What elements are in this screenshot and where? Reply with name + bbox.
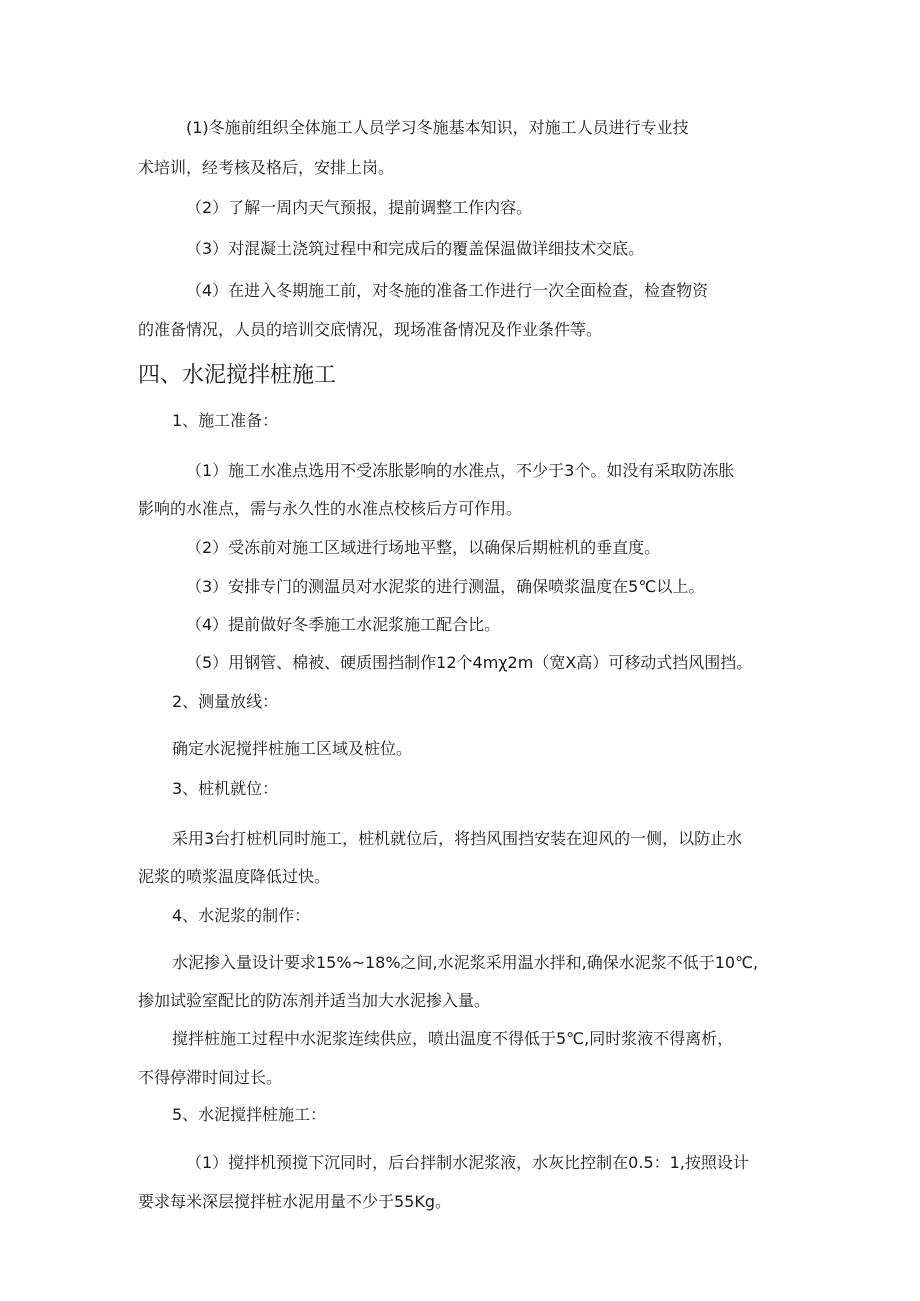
paragraph-line: 影响的水准点，需与永久性的水准点校核后方可作用。 (138, 499, 523, 518)
subsection-title: 2、测量放线： (172, 692, 279, 711)
paragraph-line: （2）了解一周内天气预报，提前调整工作内容。 (186, 198, 533, 217)
paragraph-line: （3）对混凝土浇筑过程中和完成后的覆盖保温做详细技术交底。 (186, 239, 645, 258)
paragraph-line: 泥浆的喷浆温度降低过快。 (138, 867, 331, 886)
paragraph-line: （1）施工水准点选用不受冻胀影响的水准点，不少于3个。如没有采取防冻胀 (186, 461, 735, 480)
paragraph-line: （2）受冻前对施工区域进行场地平整，以确保后期桩机的垂直度。 (186, 538, 661, 557)
subsection-title: 5、水泥搅拌桩施工： (172, 1105, 327, 1124)
paragraph-line: 掺加试验室配比的防冻剂并适当加大水泥掺入量。 (138, 991, 491, 1010)
paragraph-line: 术培训，经考核及格后，安排上岗。 (138, 158, 395, 177)
paragraph-line: （3）安排专门的测温员对水泥浆的进行测温，确保喷浆温度在5℃以上。 (186, 577, 705, 596)
paragraph-line: （4）提前做好冬季施工水泥浆施工配合比。 (186, 615, 501, 634)
subsection-title: 4、水泥浆的制作： (172, 906, 311, 925)
paragraph-line: 确定水泥搅拌桩施工区域及桩位。 (172, 739, 413, 758)
paragraph-line: 要求每米深层搅拌桩水泥用量不少于55Kg。 (138, 1192, 452, 1211)
paragraph-line: 不得停滞时间过长。 (138, 1068, 283, 1087)
paragraph-line: (1)冬施前组织全体施工人员学习冬施基本知识，对施工人员进行专业技 (186, 118, 689, 137)
paragraph-line: 的准备情况，人员的培训交底情况，现场准备情况及作业条件等。 (138, 320, 603, 339)
paragraph-line: 水泥掺入量设计要求15%~18%之间,水泥浆采用温水拌和,确保水泥浆不低于10℃, (172, 953, 759, 972)
paragraph-line: （1）搅拌机预搅下沉同时，后台拌制水泥浆液，水灰比控制在0.5：1,按照设计 (186, 1153, 749, 1172)
paragraph-line: 搅拌桩施工过程中水泥浆连续供应，喷出温度不得低于5℃,同时浆液不得离析， (172, 1029, 734, 1048)
section-heading: 四、水泥搅拌桩施工 (138, 363, 337, 388)
subsection-title: 1、施工准备： (172, 411, 279, 430)
paragraph-line: 采用3台打桩机同时施工，桩机就位后，将挡风围挡安装在迎风的一侧，以防止水 (172, 829, 743, 848)
paragraph-line: （4）在进入冬期施工前，对冬施的准备工作进行一次全面检查，检查物资 (186, 281, 709, 300)
paragraph-line: （5）用钢管、棉被、硬质围挡制作12个4mχ2m（宽X高）可移动式挡风围挡。 (186, 653, 753, 672)
subsection-title: 3、桩机就位： (172, 779, 279, 798)
